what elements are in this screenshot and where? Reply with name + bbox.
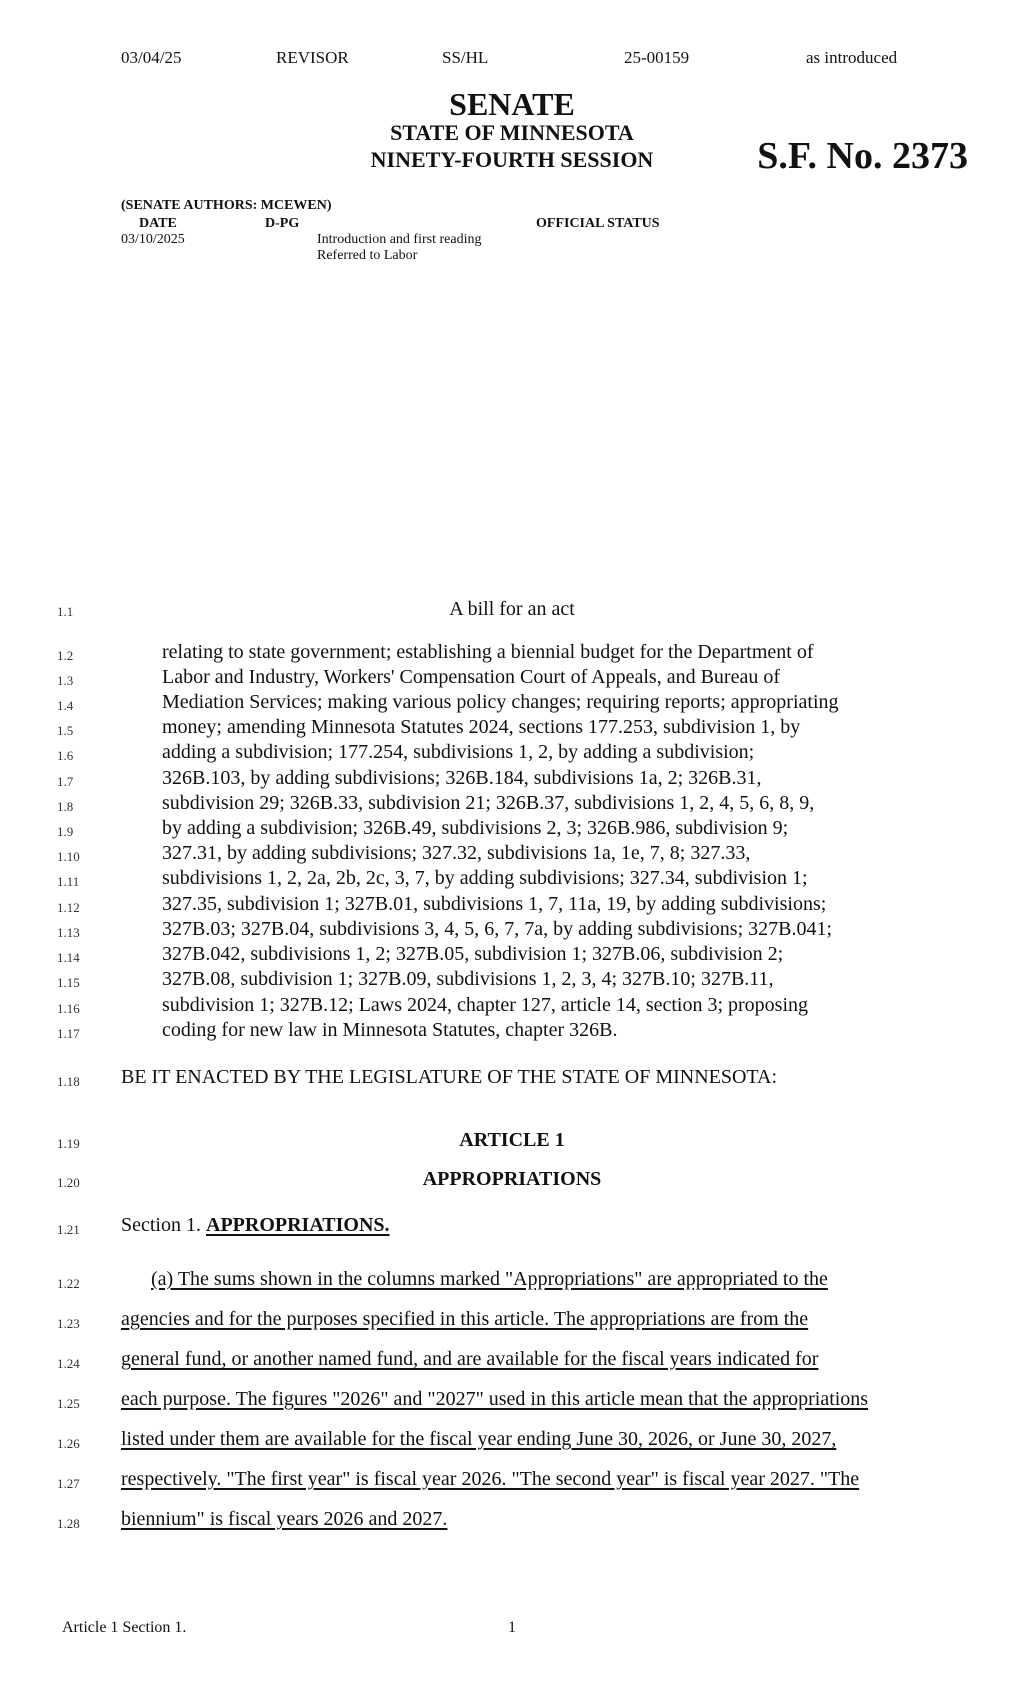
line-number: 1.9 [57, 824, 74, 839]
line-number: 1.23 [57, 1316, 80, 1331]
line-number: 1.1 [57, 604, 74, 619]
status-action-introduction: Introduction and first reading [317, 232, 482, 247]
body-line: respectively. "The first year" is fiscal year 2026. "The second year" is fiscal year 2027. "The [121, 1468, 860, 1490]
official-status-header: OFFICIAL STATUS [536, 216, 660, 231]
session-title: NINETY-FOURTH SESSION [370, 147, 654, 172]
title-line: Labor and Industry, Workers' Compensation Court of Appeals, and Bureau of [162, 666, 780, 688]
line-number: 1.6 [57, 748, 74, 763]
body-line: biennium" is fiscal years 2026 and 2027. [121, 1508, 448, 1530]
line-number: 1.3 [57, 673, 74, 688]
title-line: money; amending Minnesota Statutes 2024, sections 177.253, subdivision 1, by [162, 716, 801, 738]
line-number: 1.19 [57, 1136, 80, 1151]
header-revisor: REVISOR [276, 48, 349, 67]
header-initials: SS/HL [442, 48, 489, 67]
line-number: 1.8 [57, 799, 74, 814]
line-number: 1.25 [57, 1396, 80, 1411]
section-title: APPROPRIATIONS. [206, 1214, 390, 1236]
enacting-clause: BE IT ENACTED BY THE LEGISLATURE OF THE STATE OF MINNESOTA: [121, 1066, 778, 1088]
body-line: each purpose. The figures "2026" and "2027" used in this article mean that the appropriations [121, 1388, 869, 1410]
article-title: APPROPRIATIONS [422, 1168, 602, 1190]
body-line: (a) The sums shown in the columns marked "Appropriations" are appropriated to the [151, 1268, 828, 1290]
authors-label: (SENATE AUTHORS: MCEWEN) [121, 198, 332, 213]
line-number: 1.5 [57, 723, 74, 738]
title-line: 326B.103, by adding subdivisions; 326B.184, subdivisions 1a, 2; 326B.31, [162, 767, 762, 789]
line-number: 1.15 [57, 975, 80, 990]
header-date: 03/04/25 [121, 48, 182, 67]
chamber-title: SENATE [449, 86, 575, 122]
title-line: by adding a subdivision; 326B.49, subdivisions 2, 3; 326B.986, subdivision 9; [162, 817, 789, 839]
line-number: 1.26 [57, 1436, 80, 1451]
line-number: 1.7 [57, 774, 74, 789]
line-number: 1.12 [57, 900, 80, 915]
state-title: STATE OF MINNESOTA [390, 120, 634, 145]
title-line: adding a subdivision; 177.254, subdivisions 1, 2, by adding a subdivision; [162, 741, 755, 763]
line-number: 1.27 [57, 1476, 80, 1491]
line-number: 1.10 [57, 849, 80, 864]
page-number: 1 [508, 1619, 516, 1636]
bill-for-an-act: A bill for an act [449, 598, 575, 620]
line-number: 1.24 [57, 1356, 80, 1371]
line-number: 1.16 [57, 1001, 80, 1016]
title-line: Mediation Services; making various policy changes; requiring reports; appropriating [162, 691, 839, 713]
title-line: subdivision 29; 326B.33, subdivision 21; 326B.37, subdivisions 1, 2, 4, 5, 6, 8, 9, [162, 792, 815, 814]
title-line: coding for new law in Minnesota Statutes, chapter 326B. [162, 1019, 618, 1041]
status-entry-date: 03/10/2025 [121, 232, 185, 247]
line-number: 1.14 [57, 950, 80, 965]
section-label: Section 1. [121, 1214, 206, 1236]
line-number: 1.4 [57, 698, 74, 713]
title-line: 327B.08, subdivision 1; 327B.09, subdivisions 1, 2, 3, 4; 327B.10; 327B.11, [162, 968, 774, 990]
header-doc-number: 25-00159 [624, 48, 690, 67]
title-line: 327.35, subdivision 1; 327B.01, subdivisions 1, 7, 11a, 19, by adding subdivisions; [162, 893, 827, 915]
line-number: 1.17 [57, 1026, 80, 1041]
line-number: 1.11 [57, 874, 80, 889]
line-number: 1.13 [57, 925, 80, 940]
line-number: 1.28 [57, 1516, 80, 1531]
line-number: 1.18 [57, 1074, 80, 1089]
line-number: 1.22 [57, 1276, 80, 1291]
date-column-header: DATE [139, 216, 177, 231]
section-heading [121, 1214, 390, 1237]
body-line: general fund, or another named fund, and are available for the fiscal years indicated for [121, 1348, 819, 1370]
title-line: 327B.042, subdivisions 1, 2; 327B.05, subdivision 1; 327B.06, subdivision 2; [162, 943, 784, 965]
title-line: subdivisions 1, 2, 2a, 2b, 2c, 3, 7, by adding subdivisions; 327.34, subdivision 1; [162, 867, 808, 889]
dpg-column-header: D-PG [265, 216, 300, 231]
body-line: agencies and for the purposes specified in this article. The appropriations are from the [121, 1308, 809, 1330]
line-number: 1.20 [57, 1175, 80, 1190]
article-number: ARTICLE 1 [459, 1129, 565, 1151]
bill-number: S.F. No. 2373 [757, 135, 968, 177]
status-action-referred: Referred to Labor [317, 248, 418, 263]
line-number: 1.21 [57, 1222, 80, 1237]
line-number: 1.2 [57, 648, 74, 663]
footer-section: Article 1 Section 1. [62, 1619, 187, 1636]
title-line: 327B.03; 327B.04, subdivisions 3, 4, 5, 6, 7, 7a, by adding subdivisions; 327B.041; [162, 918, 833, 940]
title-line: subdivision 1; 327B.12; Laws 2024, chapter 127, article 14, section 3; proposing [162, 994, 809, 1016]
body-line: listed under them are available for the fiscal year ending June 30, 2026, or June 30, 2027, [121, 1428, 837, 1450]
title-line: 327.31, by adding subdivisions; 327.32, subdivisions 1a, 1e, 7, 8; 327.33, [162, 842, 751, 864]
header-status: as introduced [806, 48, 898, 67]
title-line: relating to state government; establishing a biennial budget for the Department of [162, 641, 814, 663]
